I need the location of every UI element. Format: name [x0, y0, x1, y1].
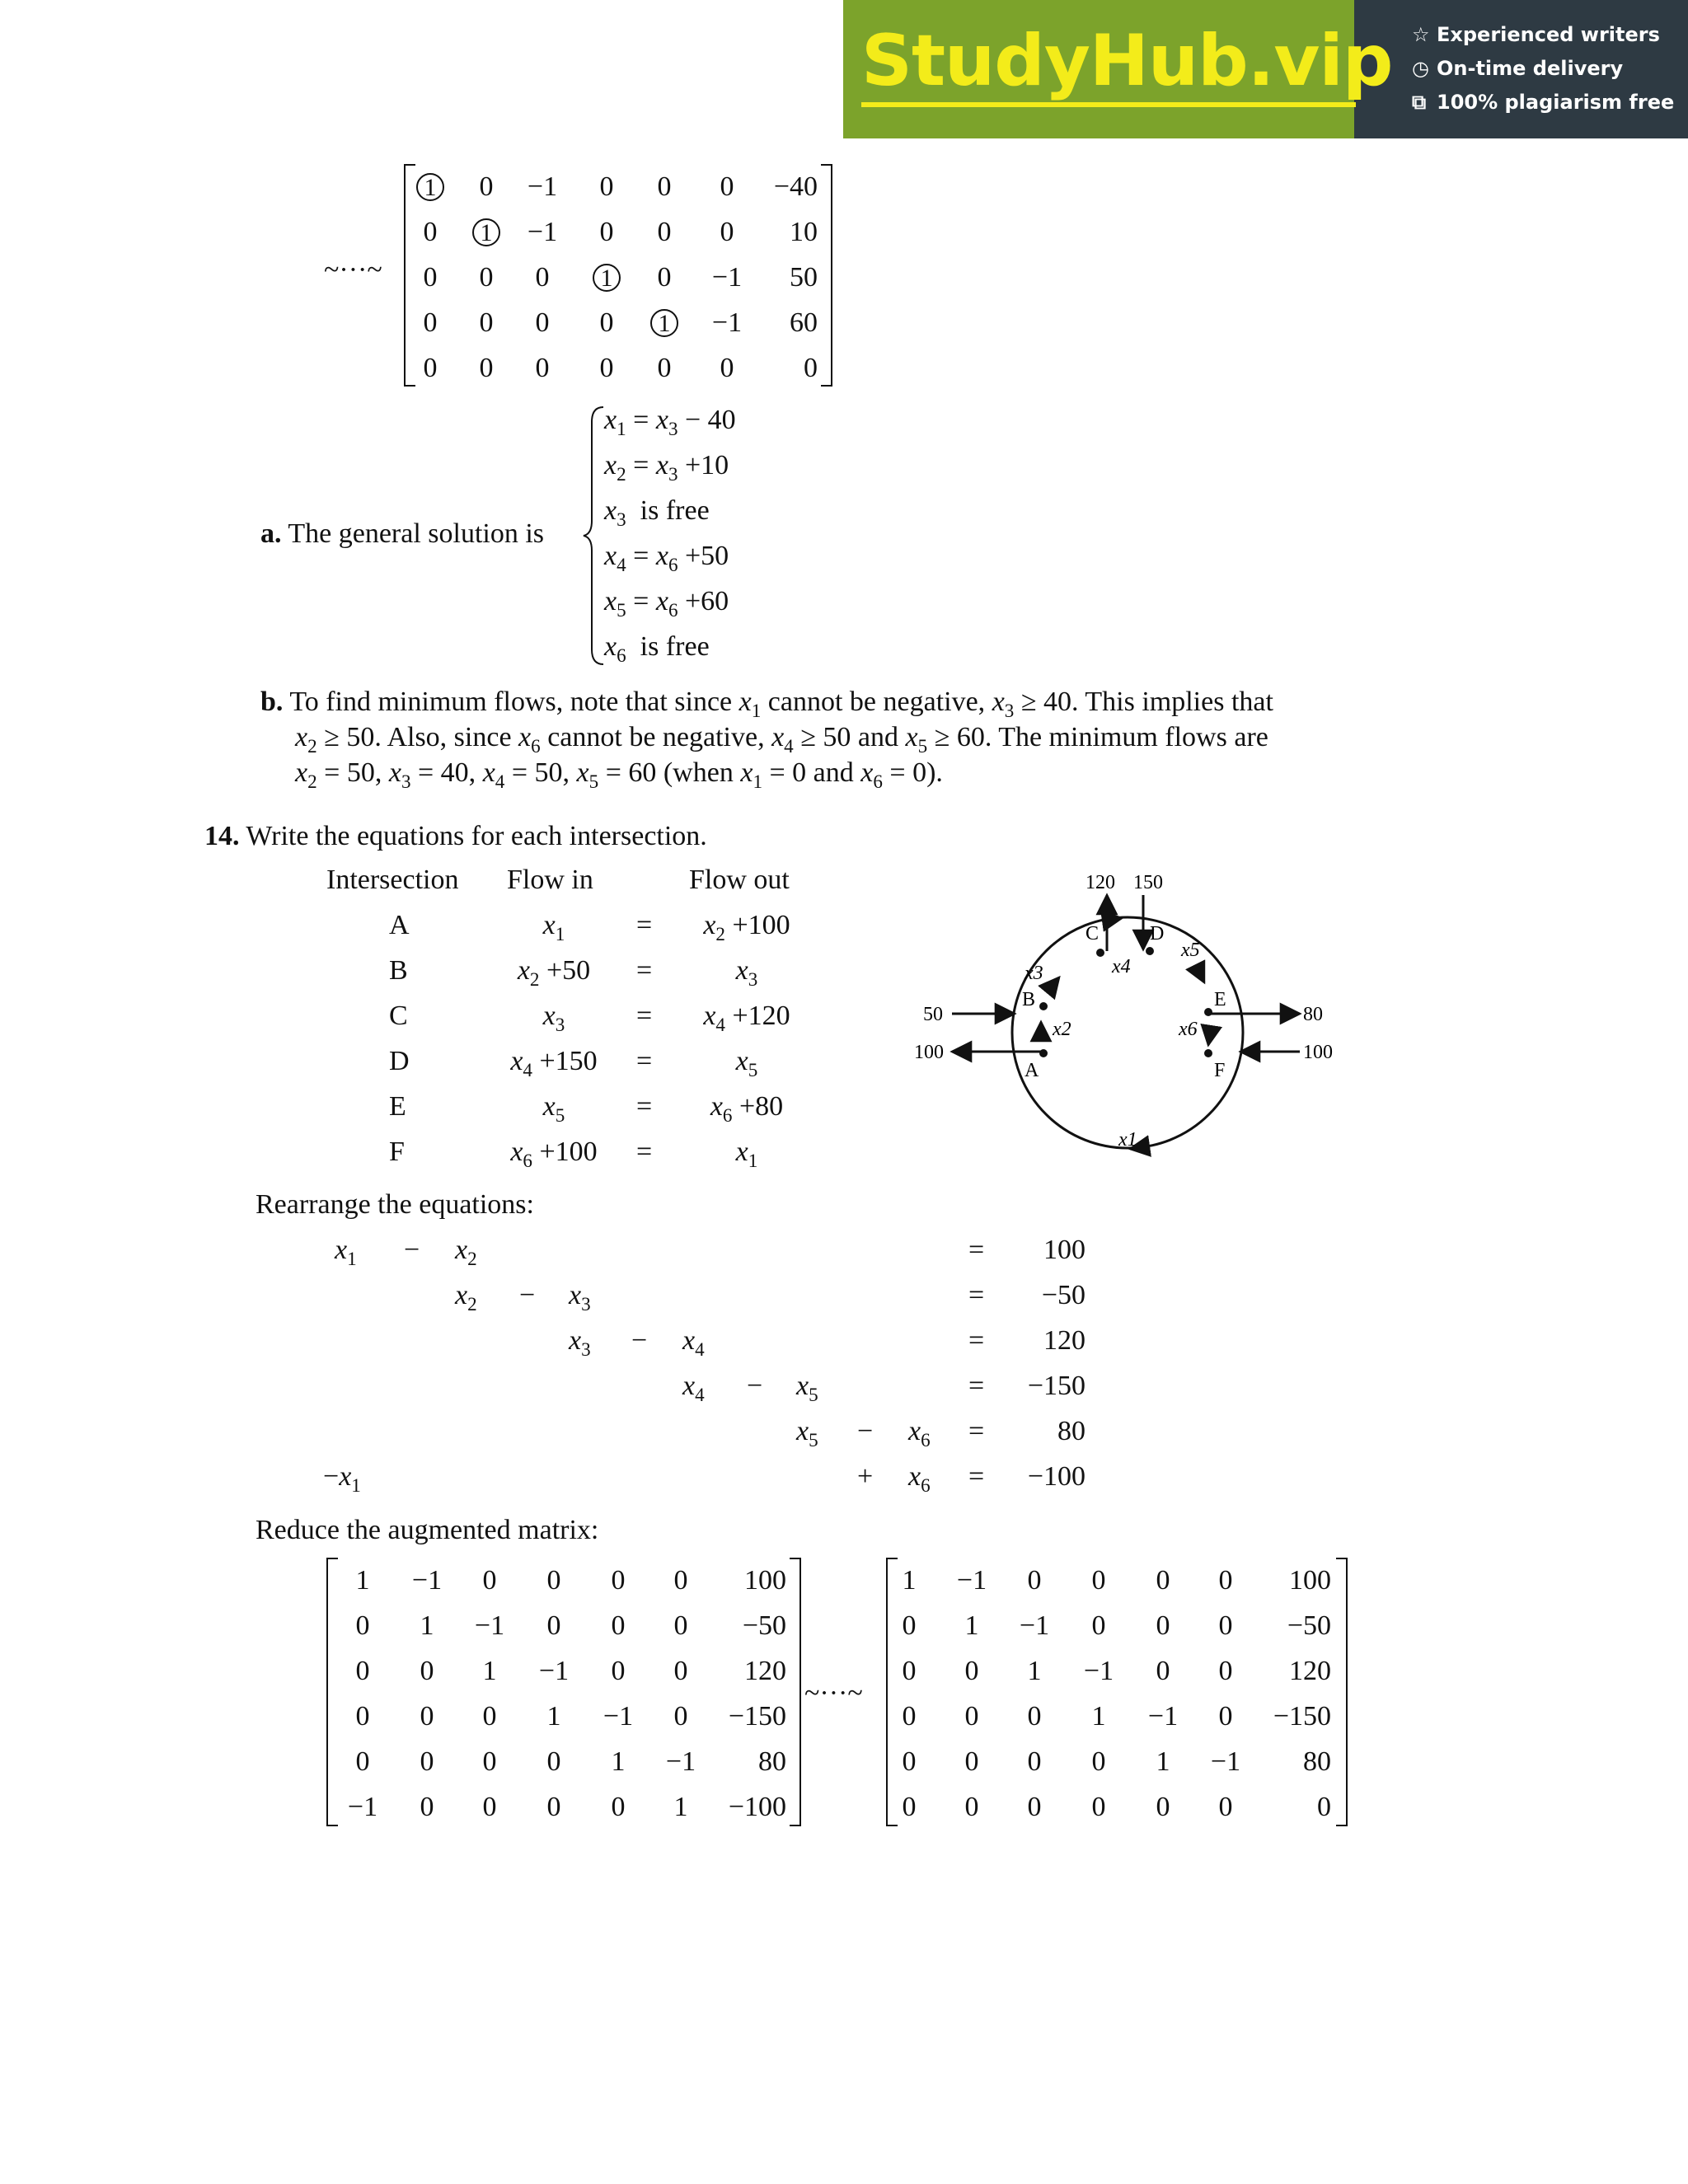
edge-label-x1: x1 — [1118, 1129, 1137, 1151]
system-term: $x_3$ — [569, 1280, 591, 1316]
matrix-cell: −1 — [527, 217, 558, 247]
matrix-cell: 0 — [420, 1792, 434, 1822]
matrix-cell: 1 — [420, 1610, 434, 1641]
system-equals: = — [968, 1325, 985, 1356]
edge-label-x6: x6 — [1179, 1019, 1198, 1040]
matrix-cell: 0 — [355, 1746, 370, 1777]
brand-underline — [861, 102, 1356, 107]
pivot-circle: 1 — [650, 309, 678, 337]
roundabout-circle — [1012, 917, 1243, 1148]
matrix-cell: 0 — [902, 1792, 917, 1822]
matrix1 — [404, 164, 832, 387]
matrix-cell: 80 — [1303, 1746, 1331, 1777]
matrix-cell: 0 — [720, 353, 734, 383]
system-equals: = — [968, 1461, 985, 1492]
matrix-cell: −1 — [1083, 1656, 1114, 1686]
system-rhs: 80 — [1057, 1416, 1085, 1446]
matrix-cell: 0 — [1091, 1610, 1106, 1641]
rearrange-heading: Rearrange the equations: — [256, 1189, 534, 1220]
part-a-text: a. The general solution is — [260, 518, 545, 549]
matrix-cell: −1 — [603, 1701, 634, 1732]
system-equals: = — [968, 1280, 985, 1310]
node-label-b: B — [1022, 989, 1036, 1010]
system-term: $x_1$ — [335, 1235, 357, 1271]
matrix-cell: 0 — [1218, 1792, 1233, 1822]
pivot-circle: 1 — [472, 218, 500, 246]
matrix-cell: 0 — [720, 171, 734, 202]
matrix-cell: 0 — [479, 262, 494, 293]
matrix-cell: 0 — [1218, 1565, 1233, 1596]
matrix3-prefix: ~···~ — [804, 1678, 863, 1708]
system-term: − — [404, 1235, 420, 1265]
matrix-cell: 0 — [902, 1746, 917, 1777]
matrix-cell: 120 — [1289, 1656, 1331, 1686]
matrix-cell: −1 — [527, 171, 558, 202]
flow-label-50: 50 — [923, 1004, 943, 1025]
matrix-cell: −150 — [728, 1701, 786, 1732]
matrix-cell: 0 — [420, 1746, 434, 1777]
edge-label-x4: x4 — [1112, 956, 1131, 977]
matrix-cell: 0 — [673, 1656, 688, 1686]
table-flow-in: $x_2 +50$ — [517, 955, 591, 991]
system-rhs: −100 — [1027, 1461, 1085, 1492]
matrix3 — [886, 1558, 1348, 1826]
matrix-cell — [640, 307, 689, 340]
system-term: − — [857, 1416, 874, 1446]
matrix-cell: 0 — [546, 1746, 561, 1777]
matrix-cell: 1 — [1156, 1746, 1170, 1777]
matrix-cell: 0 — [599, 353, 614, 383]
clock-icon: ◷ — [1412, 57, 1429, 80]
system-term: − — [519, 1280, 536, 1310]
matrix-cell: 0 — [546, 1792, 561, 1822]
matrix-cell: −1 — [665, 1746, 696, 1777]
matrix-cell: −1 — [956, 1565, 987, 1596]
matrix-cell: 0 — [1027, 1746, 1042, 1777]
matrix2 — [326, 1558, 801, 1826]
matrix-cell: 1 — [1091, 1701, 1106, 1732]
table-flow-in: $x_6 +100$ — [510, 1137, 598, 1173]
matrix1-prefix: ~···~ — [324, 255, 382, 285]
system-rhs: 100 — [1043, 1235, 1085, 1265]
matrix-cell: 1 — [355, 1565, 370, 1596]
matrix-cell: 0 — [479, 171, 494, 202]
system-term: $x_5$ — [796, 1371, 818, 1407]
matrix-cell: 0 — [535, 262, 550, 293]
matrix-cell: 0 — [535, 353, 550, 383]
system-equals: = — [968, 1235, 985, 1265]
matrix-cell: −50 — [1287, 1610, 1331, 1641]
flow-label-100-right: 100 — [1303, 1042, 1333, 1063]
table-flow-in: $x_1$ — [542, 910, 565, 946]
problem14-number: 14. — [204, 821, 240, 851]
matrix-cell: −1 — [1019, 1610, 1050, 1641]
matrix-cell: 0 — [1027, 1701, 1042, 1732]
table-node: A — [389, 910, 410, 940]
matrix-cell: 0 — [599, 217, 614, 247]
matrix-cell: 10 — [790, 217, 818, 247]
system-rhs: 120 — [1043, 1325, 1085, 1356]
flow-label-80: 80 — [1303, 1004, 1323, 1025]
matrix-cell: 0 — [482, 1746, 497, 1777]
brand-logo[interactable]: StudyHub.vip — [861, 20, 1393, 102]
matrix-cell: 0 — [1156, 1610, 1170, 1641]
matrix-cell: 0 — [482, 1792, 497, 1822]
matrix-cell: −1 — [538, 1656, 570, 1686]
table-node: F — [389, 1137, 405, 1167]
part-b-line3: $x_2 = 50$, $x_3 = 40$, $x_4 = 50$, $x_5 = 60$ (when $x_1 = 0$ and $x_6 = 0$). — [295, 757, 943, 794]
system-term: $x_6$ — [908, 1461, 931, 1497]
matrix-cell: 1 — [611, 1746, 626, 1777]
table-flow-out: $x_3$ — [735, 955, 758, 991]
matrix-cell: 0 — [964, 1792, 979, 1822]
node-d-dot — [1146, 947, 1154, 955]
matrix-cell: 0 — [1156, 1565, 1170, 1596]
edge-arrow-x3 — [1051, 977, 1059, 987]
matrix-cell: −1 — [711, 307, 743, 338]
matrix-cell: 50 — [790, 262, 818, 293]
part-b-line2: $x_2 \ge 50$. Also, since $x_6$ cannot be negative, $x_4 \ge 50$ and $x_5 \ge 60$. The minimum flows are — [295, 722, 1268, 758]
matrix-cell: 0 — [1218, 1701, 1233, 1732]
matrix-cell — [582, 261, 631, 294]
matrix-cell: −1 — [347, 1792, 378, 1822]
matrix-cell: 1 — [964, 1610, 979, 1641]
system-equals: = — [968, 1371, 985, 1401]
system-rhs: −50 — [1041, 1280, 1085, 1310]
system-term: $x_2$ — [455, 1280, 477, 1316]
matrix-cell: 100 — [1289, 1565, 1331, 1596]
table-node: B — [389, 955, 408, 986]
matrix-cell: 0 — [535, 307, 550, 338]
matrix-cell: −40 — [773, 171, 818, 202]
matrix-cell: 0 — [611, 1610, 626, 1641]
node-c-dot — [1096, 949, 1104, 957]
header-flow-in: Flow in — [507, 865, 593, 895]
edge-label-x3: x3 — [1025, 963, 1043, 984]
studyhub-banner[interactable] — [843, 0, 1688, 138]
matrix-cell: 0 — [1091, 1565, 1106, 1596]
matrix-cell: 0 — [611, 1565, 626, 1596]
edge-arrow-x4 — [1110, 918, 1122, 920]
node-b-dot — [1039, 1002, 1048, 1010]
matrix-cell: 0 — [546, 1610, 561, 1641]
traffic-network-diagram — [894, 857, 1339, 1162]
matrix-cell: 0 — [720, 217, 734, 247]
solution-x3: $x_3$ is free — [604, 495, 710, 532]
node-label-a: A — [1025, 1060, 1039, 1081]
matrix-cell: 120 — [744, 1656, 786, 1686]
edge-arrow-x6 — [1208, 1034, 1210, 1045]
system-term: $x_3$ — [569, 1325, 591, 1361]
reduce-heading: Reduce the augmented matrix: — [256, 1515, 599, 1545]
matrix-cell: −1 — [711, 262, 743, 293]
flow-label-150: 150 — [1133, 872, 1163, 893]
matrix-cell: 0 — [673, 1701, 688, 1732]
system-term: − — [631, 1325, 648, 1356]
matrix-cell: 0 — [657, 353, 672, 383]
matrix-cell: 60 — [790, 307, 818, 338]
part-b-label: b. — [260, 687, 284, 717]
matrix-cell — [462, 216, 511, 249]
matrix-cell: 0 — [804, 353, 818, 383]
node-label-d: D — [1150, 923, 1165, 944]
matrix-cell — [406, 171, 455, 204]
matrix-cell: 80 — [758, 1746, 786, 1777]
solution-x1: $x_1 = x_3 - 40$ — [604, 405, 736, 441]
matrix-cell: 1 — [482, 1656, 497, 1686]
table-equals: = — [636, 1137, 653, 1167]
matrix-cell: 0 — [420, 1656, 434, 1686]
matrix-cell: 0 — [1091, 1746, 1106, 1777]
matrix-cell: 0 — [964, 1701, 979, 1732]
system-term: $-x_1$ — [323, 1461, 361, 1497]
matrix-cell: 0 — [1317, 1792, 1331, 1822]
matrix-cell: 0 — [902, 1610, 917, 1641]
table-equals: = — [636, 1091, 653, 1122]
matrix-cell: −1 — [474, 1610, 505, 1641]
matrix-cell: 1 — [546, 1701, 561, 1732]
matrix-cell: 0 — [1156, 1792, 1170, 1822]
matrix-cell: −1 — [411, 1565, 443, 1596]
matrix-cell: 0 — [673, 1565, 688, 1596]
table-flow-in: $x_4 +150$ — [510, 1046, 598, 1082]
matrix-cell: −100 — [728, 1792, 786, 1822]
matrix-cell: −150 — [1273, 1701, 1331, 1732]
copy-icon: ⧉ — [1412, 91, 1427, 114]
matrix-cell: 0 — [479, 353, 494, 383]
matrix-cell: 0 — [423, 307, 438, 338]
matrix-cell: 0 — [902, 1701, 917, 1732]
matrix-cell: 0 — [657, 262, 672, 293]
matrix-cell: −1 — [1147, 1701, 1179, 1732]
header-intersection: Intersection — [326, 865, 459, 895]
node-label-c: C — [1085, 923, 1100, 944]
matrix-cell: 1 — [673, 1792, 688, 1822]
edge-label-x2: x2 — [1053, 1019, 1071, 1040]
system-term: $x_5$ — [796, 1416, 818, 1452]
matrix-cell: 1 — [1027, 1656, 1042, 1686]
system-term: $x_6$ — [908, 1416, 931, 1452]
header-flow-out: Flow out — [689, 865, 790, 895]
system-term: − — [747, 1371, 763, 1401]
matrix-cell: 0 — [599, 171, 614, 202]
matrix-cell: 0 — [611, 1792, 626, 1822]
matrix-cell: 0 — [611, 1656, 626, 1686]
table-flow-out: $x_4 +120$ — [703, 1001, 790, 1037]
system-rhs: −150 — [1027, 1371, 1085, 1401]
node-label-e: E — [1214, 989, 1226, 1010]
star-icon: ☆ — [1412, 23, 1430, 46]
matrix-cell: 0 — [1218, 1656, 1233, 1686]
solution-brace — [582, 405, 607, 666]
matrix-cell: 0 — [1091, 1792, 1106, 1822]
matrix-cell: −1 — [1210, 1746, 1241, 1777]
pivot-circle: 1 — [593, 264, 621, 292]
system-term: + — [857, 1461, 874, 1492]
node-a-dot — [1039, 1049, 1048, 1057]
matrix-cell: 0 — [673, 1610, 688, 1641]
table-equals: = — [636, 1046, 653, 1076]
system-term: $x_4$ — [682, 1371, 705, 1407]
table-flow-out: $x_2 +100$ — [703, 910, 790, 946]
table-node: E — [389, 1091, 406, 1122]
table-flow-in: $x_5$ — [542, 1091, 565, 1127]
feature-on-time-delivery: ◷ On-time delivery — [1412, 57, 1624, 80]
system-term: $x_2$ — [455, 1235, 477, 1271]
table-flow-out: $x_6 +80$ — [710, 1091, 784, 1127]
matrix-cell: 0 — [1027, 1565, 1042, 1596]
solution-x2: $x_2 = x_3 +10$ — [604, 450, 729, 486]
system-equals: = — [968, 1416, 985, 1446]
table-equals: = — [636, 910, 653, 940]
node-f-dot — [1204, 1049, 1212, 1057]
matrix-cell: 100 — [744, 1565, 786, 1596]
table-flow-in: $x_3$ — [542, 1001, 565, 1037]
matrix-cell: 0 — [964, 1656, 979, 1686]
solution-x4: $x_4 = x_6 +50$ — [604, 541, 729, 577]
matrix-cell: 0 — [355, 1701, 370, 1732]
matrix-cell: 0 — [1218, 1610, 1233, 1641]
matrix-cell: 0 — [599, 307, 614, 338]
matrix-cell: 0 — [355, 1656, 370, 1686]
flow-label-100-left: 100 — [914, 1042, 944, 1063]
matrix-cell: 0 — [423, 217, 438, 247]
matrix-cell: 0 — [479, 307, 494, 338]
pivot-circle: 1 — [416, 173, 444, 201]
table-equals: = — [636, 1001, 653, 1031]
matrix-cell: 0 — [546, 1565, 561, 1596]
matrix-cell: 0 — [657, 217, 672, 247]
flow-label-120: 120 — [1085, 872, 1115, 893]
part-a-label: a. — [260, 518, 282, 549]
matrix-cell: 0 — [1027, 1792, 1042, 1822]
part-b-line1: b. To find minimum flows, note that since $x_1$ cannot be negative, $x_3 \ge 40$. This implies that — [260, 687, 1273, 723]
edge-arrow-x5 — [1199, 972, 1204, 982]
matrix-cell: 0 — [482, 1701, 497, 1732]
table-flow-out: $x_5$ — [735, 1046, 758, 1082]
matrix-cell: 0 — [423, 262, 438, 293]
table-flow-out: $x_1$ — [735, 1137, 758, 1173]
matrix-cell: 0 — [355, 1610, 370, 1641]
matrix-cell: −50 — [742, 1610, 786, 1641]
matrix-cell: 0 — [902, 1656, 917, 1686]
matrix-cell: 0 — [420, 1701, 434, 1732]
feature-plagiarism-free: ⧉ 100% plagiarism free — [1412, 91, 1675, 114]
solution-x5: $x_5 = x_6 +60$ — [604, 586, 729, 622]
solution-x6: $x_6$ is free — [604, 631, 710, 668]
table-node: C — [389, 1001, 408, 1031]
matrix-cell: 0 — [964, 1746, 979, 1777]
matrix-cell: 0 — [482, 1565, 497, 1596]
matrix-cell: 0 — [423, 353, 438, 383]
matrix-cell: 0 — [1156, 1656, 1170, 1686]
matrix-cell: 0 — [657, 171, 672, 202]
feature-experienced-writers: ☆ Experienced writers — [1412, 23, 1660, 46]
table-equals: = — [636, 955, 653, 986]
table-node: D — [389, 1046, 410, 1076]
node-label-f: F — [1214, 1060, 1226, 1081]
matrix-bracket-right — [821, 164, 832, 387]
node-e-dot — [1204, 1008, 1212, 1016]
edge-label-x5: x5 — [1181, 940, 1200, 961]
problem14-heading: 14. Write the equations for each intersection. — [204, 821, 707, 851]
system-term: $x_4$ — [682, 1325, 705, 1361]
matrix-cell: 1 — [902, 1565, 917, 1596]
